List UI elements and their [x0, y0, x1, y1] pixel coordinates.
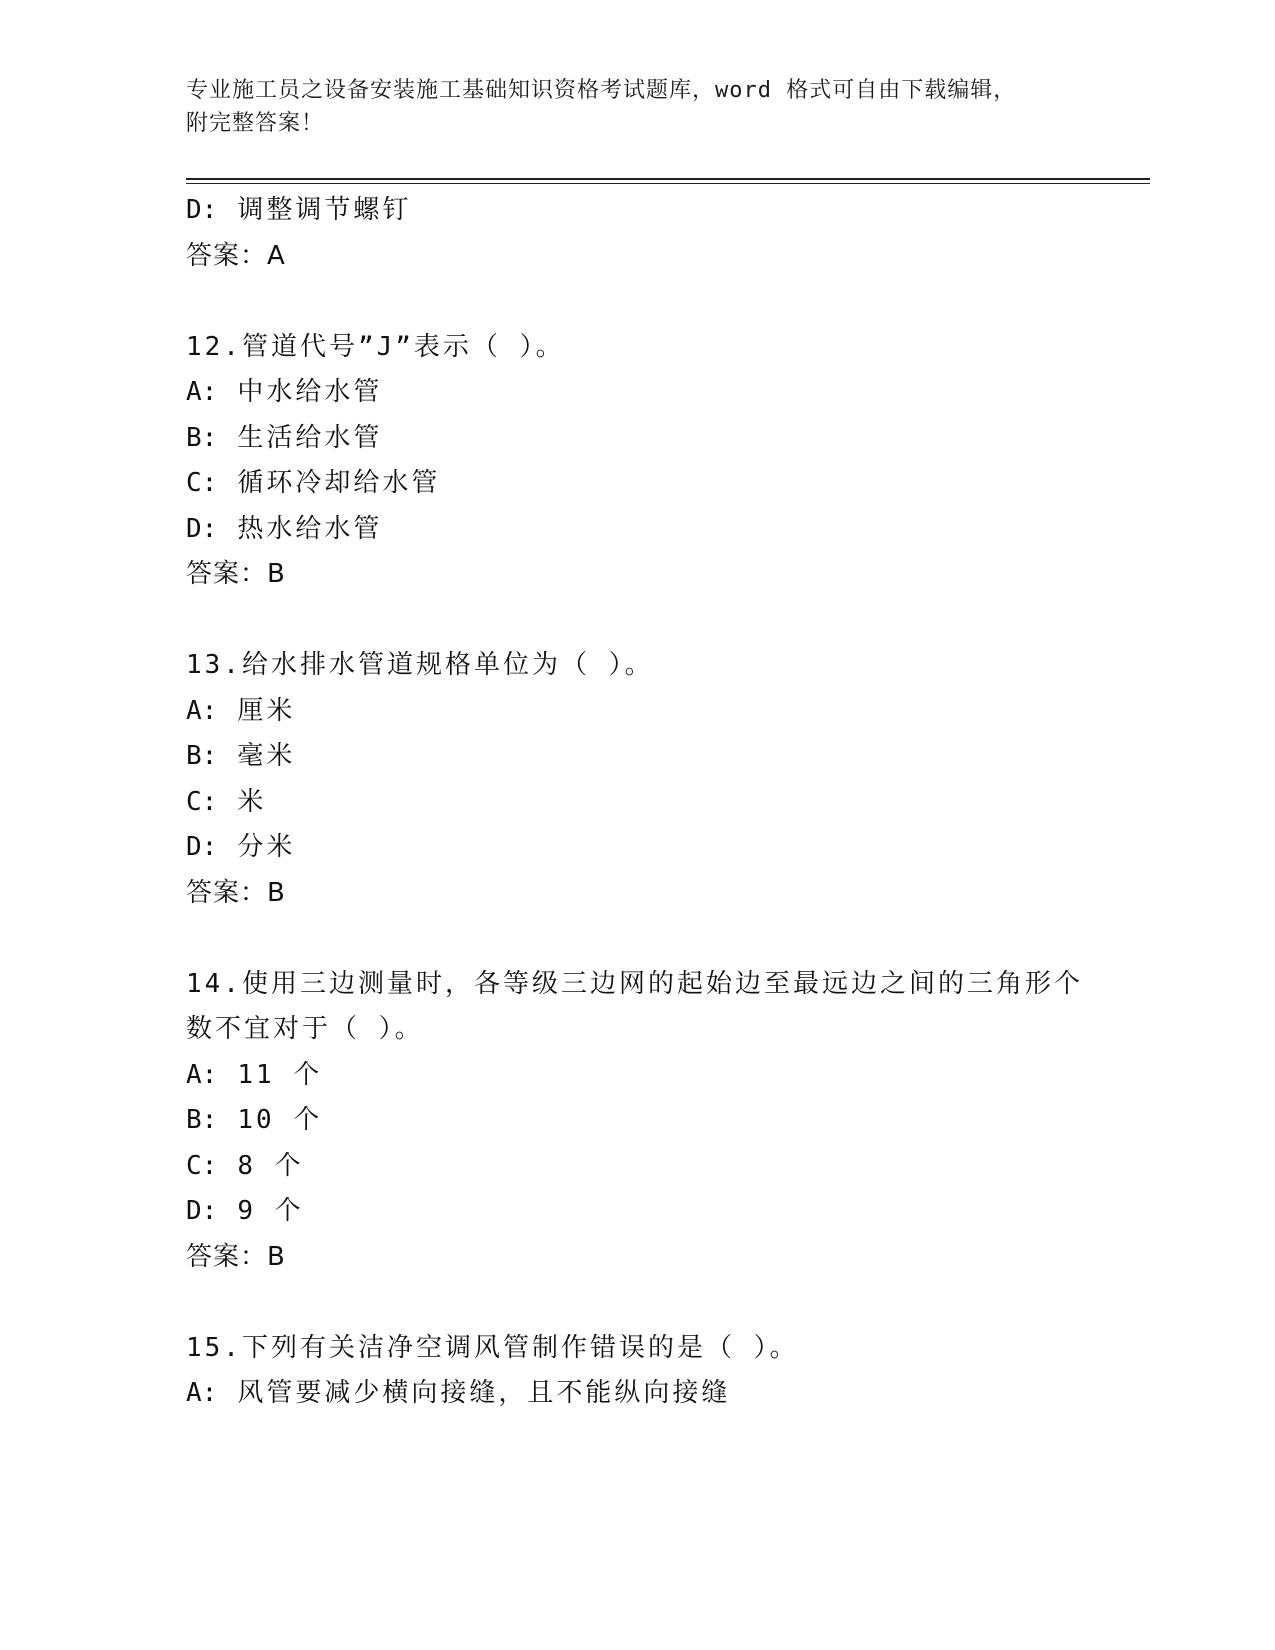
option-b: B: 生活给水管: [186, 422, 383, 453]
question-12-text: 12.管道代号”J”表示（ ）。: [186, 331, 565, 362]
option-a: A: 厘米: [186, 695, 296, 726]
question-15-text: 15.下列有关洁净空调风管制作错误的是（ ）。: [186, 1332, 799, 1363]
header-rule-thick: [186, 178, 1150, 180]
option-b: B: 10 个: [186, 1105, 323, 1135]
option-d: D: 调整调节螺钉: [186, 195, 412, 225]
question-14-text-line-2: 数不宜对于（ ）。: [186, 1014, 424, 1044]
header-line-2: 附完整答案！: [186, 111, 325, 136]
question-list: [186, 188, 1150, 1417]
answer: 答案：B: [186, 877, 286, 908]
option-a: A: 中水给水管: [186, 377, 383, 407]
option-d: D: 分米: [186, 832, 296, 862]
option-d: D: 9 个: [186, 1196, 304, 1226]
option-a: A: 11 个: [186, 1059, 323, 1090]
option-a: A: 风管要减少横向接缝，且不能纵向接缝: [186, 1378, 731, 1408]
option-b: B: 毫米: [186, 741, 296, 771]
option-c: C: 8 个: [186, 1150, 304, 1181]
answer: 答案：B: [186, 1241, 286, 1272]
question-14-text-line-1: 14.使用三边测量时，各等级三边网的起始边至最远边之间的三角形个: [186, 968, 1083, 999]
header-rule-thin: [186, 183, 1150, 184]
answer: 答案：A: [186, 240, 286, 271]
header-line-1: 专业施工员之设备安装施工基础知识资格考试题库，word 格式可自由下载编辑，: [186, 78, 1017, 103]
option-c: C: 米: [186, 786, 267, 817]
question-13-text: 13.给水排水管道规格单位为（ ）。: [186, 650, 654, 680]
document-header: [186, 74, 1066, 140]
option-c: C: 循环冷却给水管: [186, 468, 441, 498]
answer: 答案：B: [186, 559, 286, 589]
option-d: D: 热水给水管: [186, 513, 383, 544]
